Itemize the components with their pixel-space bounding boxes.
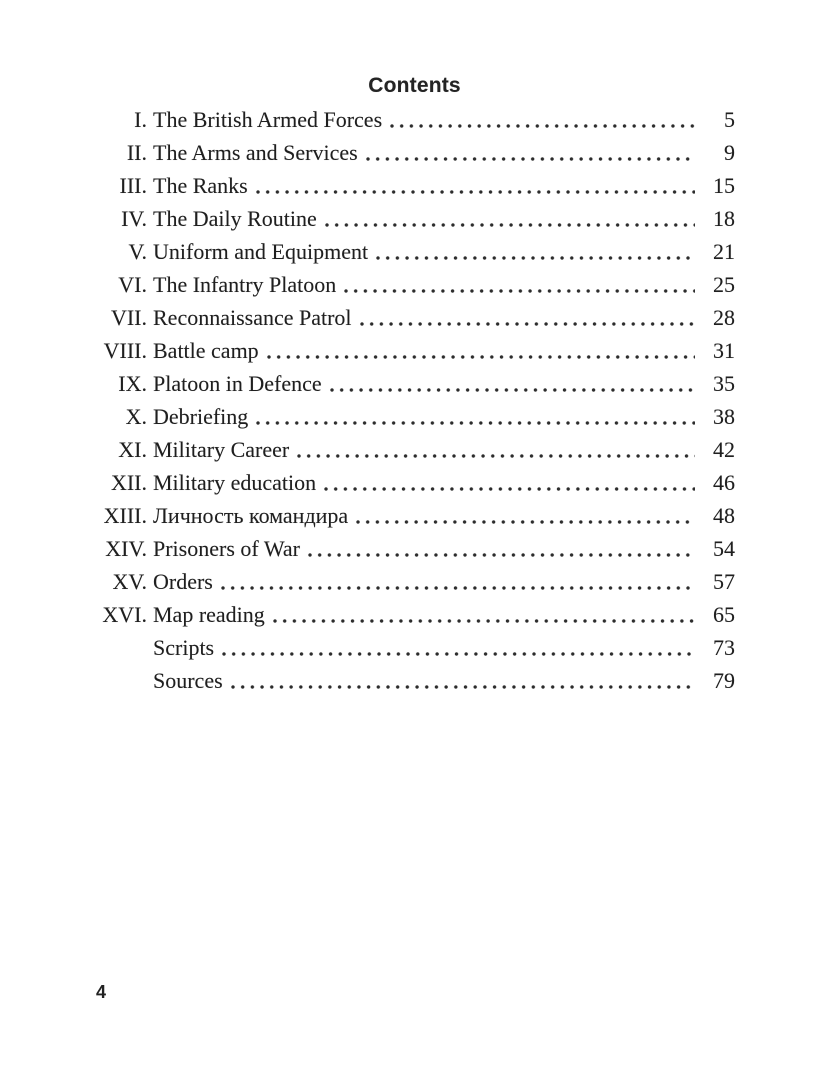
toc-entry-numeral: X. [125,404,147,429]
toc-entry [75,598,735,631]
toc-entry-title: Scripts [153,635,215,660]
toc-entry-numeral: V. [128,239,147,264]
toc-entry-numeral: IV. [121,206,147,231]
toc-entry-dot-leader [256,400,695,433]
toc-entry-title: Prisoners of War [153,536,300,561]
toc-entry-page-number: 54 [713,536,735,561]
toc-entry-dot-leader [256,169,695,202]
toc-entry-page-number: 18 [713,206,735,231]
toc-entry [75,499,735,532]
toc-entry-page-number: 42 [713,437,735,462]
toc-entry-title: The Daily Routine [153,206,317,231]
toc-entry-dot-leader [360,301,695,334]
toc-entry-title: The British Armed Forces [153,107,383,132]
toc-entry-page-number: 35 [713,371,735,396]
toc-entry [75,202,735,235]
toc-entry-dot-leader [221,565,695,598]
toc-entry-page-number: 57 [713,569,735,594]
toc-entry-dot-leader [222,631,695,664]
toc-entry-numeral: II. [126,140,147,165]
toc-entry-dot-leader [297,433,695,466]
toc-entry-page-number: 15 [713,173,735,198]
toc-entry-page-number: 46 [713,470,735,495]
toc-entry-page-number: 28 [713,305,735,330]
toc-entry-numeral: IX. [118,371,147,396]
toc-entry-dot-leader [308,532,695,565]
toc-entry-numeral [75,631,147,664]
toc-entry [75,631,735,664]
toc-entry-dot-leader [390,103,695,136]
toc-entry [75,664,735,697]
toc-entry-numeral: XVI. [102,602,147,627]
table-of-contents [75,103,735,697]
toc-entry-title: The Arms and Services [153,140,358,165]
footer-page-number: 4 [96,982,107,1002]
toc-entry [75,433,735,466]
toc-entry [75,367,735,400]
toc-entry-numeral: XIV. [105,536,147,561]
toc-entry [75,400,735,433]
toc-entry [75,169,735,202]
toc-entry-title: Личность командира [153,503,349,528]
toc-entry-page-number: 38 [713,404,735,429]
toc-entry [75,235,735,268]
toc-entry-numeral [75,664,147,697]
toc-entry-page-number: 73 [713,635,735,660]
toc-entry-title: Map reading [153,602,265,627]
toc-entry [75,466,735,499]
toc-entry-title: Orders [153,569,213,594]
toc-entry-dot-leader [231,664,695,697]
toc-entry-title: Debriefing [153,404,249,429]
toc-entry-title: The Infantry Platoon [153,272,337,297]
toc-entry-page-number: 48 [713,503,735,528]
toc-entry-title: Battle camp [153,338,259,363]
toc-entry-title: Platoon in Defence [153,371,322,396]
toc-entry-dot-leader [324,466,695,499]
toc-entry-page-number: 31 [713,338,735,363]
toc-entry-numeral: I. [134,107,147,132]
toc-entry-dot-leader [325,202,695,235]
toc-entry-dot-leader [366,136,695,169]
toc-entry-numeral: VIII. [103,338,147,363]
toc-entry [75,565,735,598]
toc-entry-dot-leader [267,334,695,367]
toc-entry-page-number: 21 [713,239,735,264]
toc-entry-page-number: 65 [713,602,735,627]
toc-entry-numeral: VII. [110,305,147,330]
toc-entry-page-number: 5 [724,107,735,132]
toc-entry-numeral: XV. [112,569,147,594]
toc-entry-dot-leader [356,499,695,532]
toc-entry-page-number: 25 [713,272,735,297]
toc-entry-dot-leader [376,235,695,268]
toc-entry [75,136,735,169]
toc-entry-title: Uniform and Equipment [153,239,369,264]
toc-entry-numeral: VI. [118,272,147,297]
toc-entry-numeral: XII. [110,470,147,495]
toc-entry [75,334,735,367]
toc-entry-title: Reconnaissance Patrol [153,305,352,330]
toc-entry-numeral: XIII. [103,503,147,528]
toc-entry-page-number: 79 [713,668,735,693]
toc-entry-page-number: 9 [724,140,735,165]
toc-entry [75,532,735,565]
page-title: Contents [368,74,461,97]
toc-entry [75,103,735,136]
toc-entry-title: Sources [153,668,223,693]
toc-entry-title: Military Career [153,437,290,462]
toc-entry-dot-leader [344,268,695,301]
toc-entry-numeral: III. [119,173,147,198]
toc-entry-dot-leader [273,598,695,631]
toc-entry-dot-leader [330,367,695,400]
toc-entry [75,268,735,301]
toc-entry-numeral: XI. [118,437,147,462]
toc-entry [75,301,735,334]
toc-entry-title: The Ranks [153,173,248,198]
toc-entry-title: Military education [153,470,317,495]
